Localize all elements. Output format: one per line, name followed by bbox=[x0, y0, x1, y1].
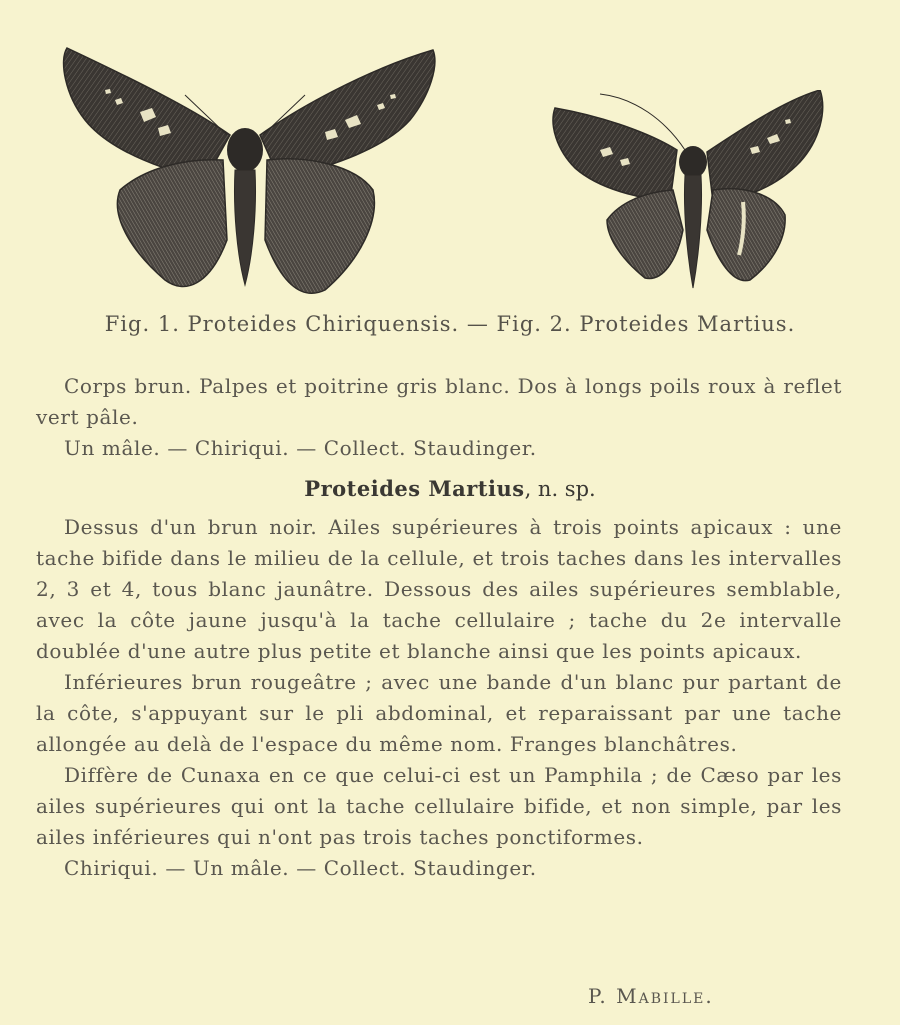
species-name: Proteides Martius bbox=[304, 476, 525, 501]
figure-caption: Fig. 1. Proteides Chiriquensis. — Fig. 2. Proteides Martius. bbox=[104, 312, 796, 336]
species-heading bbox=[0, 476, 900, 501]
butterfly-fig2-illustration bbox=[545, 90, 835, 290]
paragraph-locality: Un mâle. — Chiriqui. — Collect. Staudinger. bbox=[64, 436, 537, 460]
author-signature: P. Mabille. bbox=[588, 984, 714, 1008]
figures bbox=[0, 0, 900, 310]
paragraph-body-description: Corps brun. Palpes et poitrine gris blanc. Dos à longs poils roux à reflet vert pâle. bbox=[36, 374, 842, 429]
paragraph-hindwings: Inférieures brun rougeâtre ; avec une bande d'un blanc pur partant de la côte, s'appuyant sur le pli abdominal, et reparaissant par une tache allongée au delà de l'espace du même nom. Franges blanchâtres. bbox=[36, 670, 842, 756]
paragraph-differences: Diffère de Cunaxa en ce que celui-ci est un Pamphila ; de Cæso par les ailes supérieures qui ont la tache cellulaire bifide, et non simple, par les ailes inférieures qui n'ont pas trois taches ponctiformes. bbox=[36, 763, 842, 849]
species-suffix: , n. sp. bbox=[524, 477, 596, 501]
paragraph-upperside: Dessus d'un brun noir. Ailes supérieures à trois points apicaux : une tache bifide dans le milieu de la cellule, et trois taches dans les intervalles 2, 3 et 4, tous blanc jaunâtre. Dessous des ailes supérieures semblable, avec la côte jaune jusqu'à la tache cellulaire ; tache du 2e intervalle doublée d'une autre plus petite et blanche ainsi que les points apicaux. bbox=[36, 515, 842, 663]
butterfly-fig1-illustration bbox=[55, 40, 440, 305]
paragraph-locality-2: Chiriqui. — Un mâle. — Collect. Staudinger. bbox=[64, 856, 537, 880]
